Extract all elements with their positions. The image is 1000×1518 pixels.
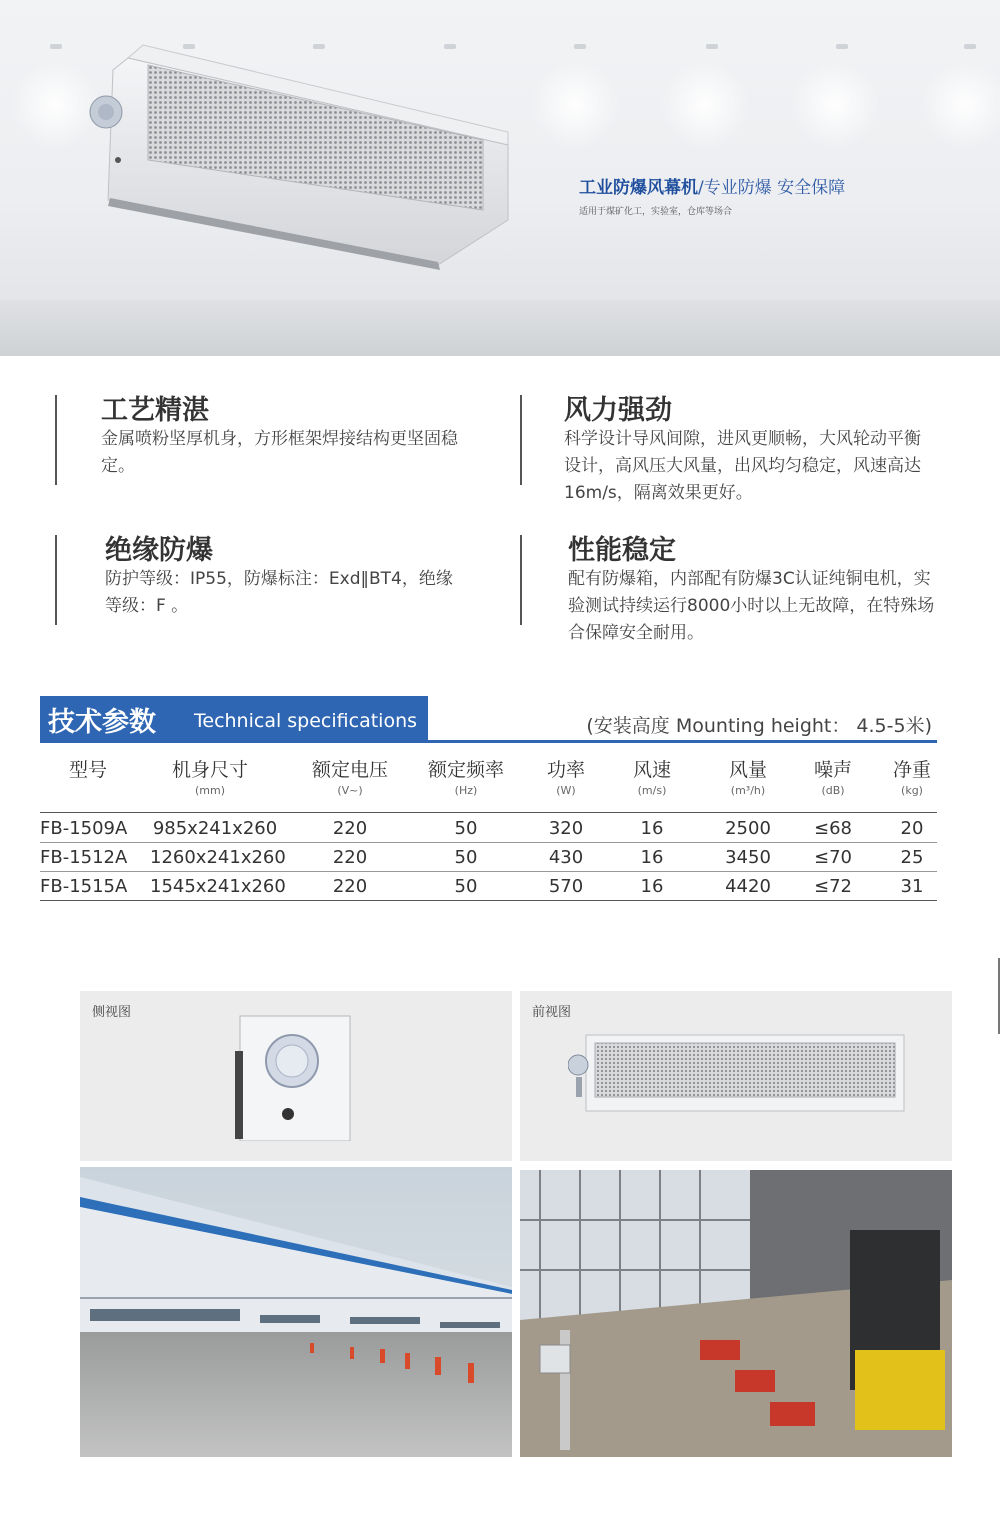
cell-air-volume: 2500 bbox=[725, 818, 771, 839]
hero-headline bbox=[579, 173, 845, 217]
feature-divider bbox=[55, 395, 57, 485]
col-header-model: 型号 bbox=[68, 759, 107, 781]
feature-title: 工艺精湛 bbox=[101, 395, 209, 426]
cell-voltage: 220 bbox=[332, 876, 368, 897]
ceiling-lamp bbox=[964, 44, 976, 49]
cell-wind-speed: 16 bbox=[640, 847, 664, 868]
feature-title: 性能稳定 bbox=[568, 535, 676, 566]
feature-divider bbox=[520, 535, 522, 625]
ceiling-lamp bbox=[706, 44, 718, 49]
col-header-weight: 净重 (kg) bbox=[892, 759, 931, 797]
hero-title bbox=[579, 173, 845, 198]
hero-slogan: /专业防爆 安全保障 bbox=[698, 178, 846, 198]
cell-voltage: 220 bbox=[332, 847, 368, 868]
cell-air-volume: 4420 bbox=[725, 876, 771, 897]
cell-weight: 20 bbox=[900, 818, 924, 839]
specs-rule bbox=[40, 740, 937, 743]
feature-text: 金属喷粉坚厚机身，方形框架焊接结构更坚固稳定。 bbox=[101, 429, 458, 477]
feature-divider bbox=[55, 535, 57, 625]
hero-banner bbox=[0, 0, 1000, 356]
cell-power: 570 bbox=[548, 876, 584, 897]
side-view-panel bbox=[80, 991, 512, 1161]
feature-text: 防护等级：IP55，防爆标注：Exd‖BT4，绝缘等级：F 。 bbox=[105, 569, 453, 617]
specs-header bbox=[40, 696, 428, 740]
cell-weight: 25 bbox=[900, 847, 924, 868]
specs-title-cn: 技术参数 bbox=[48, 707, 156, 738]
ceiling-lamp bbox=[574, 44, 586, 49]
table-rule bbox=[40, 900, 937, 901]
cell-power: 320 bbox=[548, 818, 584, 839]
specs-title-en: Technical specifications bbox=[194, 710, 418, 732]
feature-divider bbox=[520, 395, 522, 485]
col-header-frequency: 额定频率 (Hz) bbox=[427, 759, 504, 797]
col-header-size: 机身尺寸 (mm) bbox=[171, 759, 248, 797]
side-view-image bbox=[230, 1011, 360, 1141]
cell-weight: 31 bbox=[900, 876, 924, 897]
cell-noise: ≤72 bbox=[814, 876, 852, 897]
cell-model: FB-1509A bbox=[40, 818, 128, 839]
factory-exterior-photo bbox=[80, 1167, 512, 1457]
ceiling-lamp bbox=[836, 44, 848, 49]
cell-size: 1545x241x260 bbox=[150, 876, 286, 897]
front-view-image bbox=[568, 1033, 908, 1113]
cell-wind-speed: 16 bbox=[640, 818, 664, 839]
ceiling-lamp bbox=[50, 44, 62, 49]
col-header-noise: 噪声 (dB) bbox=[813, 759, 852, 797]
feature-explosion-proof bbox=[55, 535, 453, 620]
cell-wind-speed: 16 bbox=[640, 876, 664, 897]
mounting-height: (安装高度 Mounting height： 4.5-5米) bbox=[586, 715, 932, 737]
hero-title-bold: 工业防爆风幕机 bbox=[579, 178, 698, 198]
cell-noise: ≤68 bbox=[814, 818, 852, 839]
cell-model: FB-1512A bbox=[40, 847, 128, 868]
cell-frequency: 50 bbox=[454, 818, 478, 839]
hero-subtitle: 适用于煤矿化工，实验室，仓库等场合 bbox=[579, 207, 733, 217]
table-rule bbox=[40, 812, 937, 813]
feature-airflow bbox=[520, 395, 921, 508]
front-view-label: 前视图 bbox=[532, 1005, 572, 1020]
feature-text: 配有防爆箱，内部配有防爆3C认证纯铜电机，实验测试持续运行8000小时以上无故障，在特殊场合保障安全耐用。 bbox=[568, 569, 935, 644]
cell-power: 430 bbox=[548, 847, 584, 868]
workshop-interior-photo bbox=[520, 1170, 952, 1457]
feature-craftsmanship bbox=[55, 395, 458, 480]
air-curtain-product-image bbox=[88, 40, 518, 275]
col-header-voltage: 额定电压 (V~) bbox=[311, 759, 388, 797]
feature-title: 风力强劲 bbox=[564, 395, 672, 426]
cell-model: FB-1515A bbox=[40, 876, 128, 897]
cell-voltage: 220 bbox=[332, 818, 368, 839]
feature-text: 科学设计导风间隙，进风更顺畅，大风轮动平衡设计，高风压大风量，出风均匀稳定，风速高达16m/s，隔离效果更好。 bbox=[564, 429, 921, 504]
side-view-label: 侧视图 bbox=[92, 1005, 132, 1020]
cell-frequency: 50 bbox=[454, 876, 478, 897]
col-header-air-volume: 风量 (m³/h) bbox=[728, 759, 767, 797]
floor-reflection bbox=[0, 300, 1000, 356]
table-rule bbox=[40, 871, 937, 872]
front-view-panel bbox=[520, 991, 952, 1161]
col-header-wind-speed: 风速 (m/s) bbox=[632, 759, 671, 797]
table-rule bbox=[40, 842, 937, 843]
col-header-power: 功率 (W) bbox=[546, 759, 585, 797]
cell-frequency: 50 bbox=[454, 847, 478, 868]
cell-air-volume: 3450 bbox=[725, 847, 771, 868]
cell-noise: ≤70 bbox=[814, 847, 852, 868]
cell-size: 985x241x260 bbox=[152, 818, 278, 839]
feature-stability bbox=[520, 535, 935, 648]
cell-size: 1260x241x260 bbox=[150, 847, 286, 868]
feature-title: 绝缘防爆 bbox=[105, 535, 213, 566]
